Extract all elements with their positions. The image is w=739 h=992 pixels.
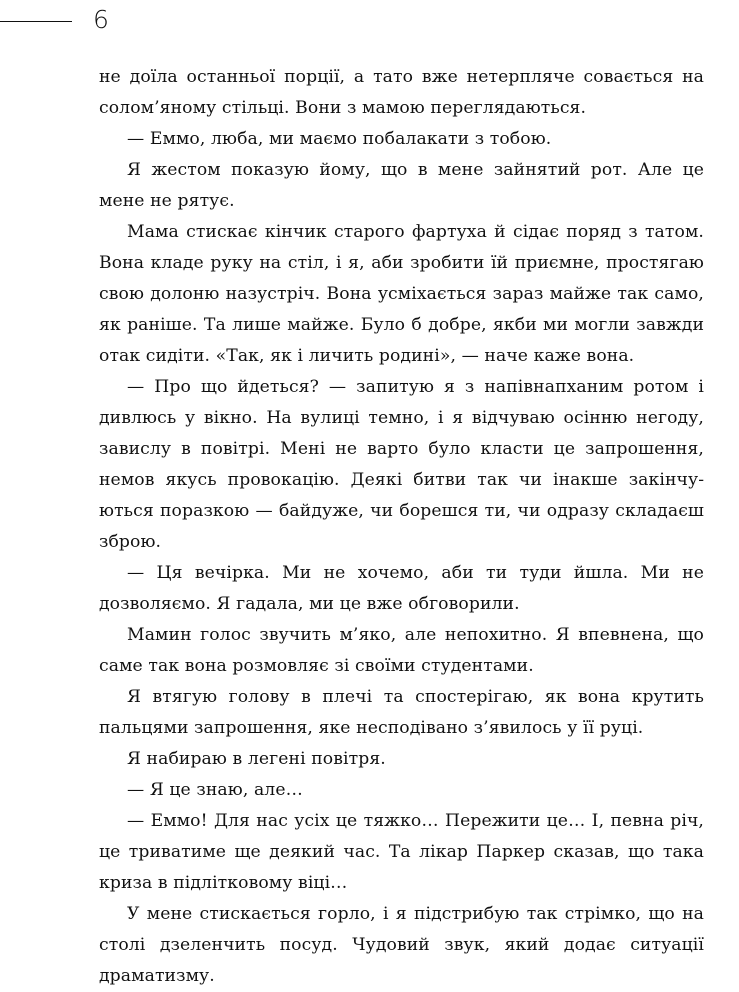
paragraph: — Про що йдеться? — запитую я з напівнапханим ротом і дивлюсь у вікно. На вулиці темно, і я відчуваю осінню негоду, завислу в повітрі. Мені не варто було класти це запрошення, немов якусь провокацію. Деякі битви так чи інакше закінчуються поразкою — байдуже, чи борешся ти, чи одразу складаєш зброю. (99, 377, 704, 552)
paragraph: не доїла останньої порції, а тато вже нетерпляче совається на солом’яному стільці. Вони з мамою переглядаються. (99, 67, 704, 118)
header-rule (0, 21, 72, 22)
paragraph: Я жестом показую йому, що в мене зайнятий рот. Але це мене не рятує. (99, 160, 704, 211)
paragraph: Я втягую голову в плечі та спостерігаю, як вона крутить пальцями запрошення, яке несподівано з’явилось у її руці. (99, 687, 704, 738)
paragraph: Мама стискає кінчик старого фартуха й сідає поряд з татом. Вона кладе руку на стіл, і я, аби зробити їй приємне, простягаю свою долоню назустріч. Вона усміхається зараз майже так само, як раніше. Та лише майже. Було б добре, якби ми могли завжди отак сидіти. «Так, як і личить родині», — наче каже вона. (99, 222, 704, 366)
paragraph: — Еммо! Для нас усіх це тяжко… Пережити це… І, певна річ, це триватиме ще деякий час. Та лікар Паркер сказав, що така криза в підлітковому віці… (99, 811, 704, 893)
paragraph: — Ця вечірка. Ми не хочемо, аби ти туди йшла. Ми не дозволяємо. Я гадала, ми це вже обговорили. (99, 563, 704, 614)
paragraph: Мамин голос звучить м’яко, але непохитно. Я впевнена, що саме так вона розмовляє зі своїми студентами. (99, 625, 704, 676)
paragraph: — Еммо, люба, ми маємо побалакати з тобою. (127, 129, 552, 149)
paragraph: Я набираю в легені повітря. (127, 749, 386, 769)
page-number: 6 (93, 5, 109, 34)
body-text (99, 62, 704, 992)
paragraph: У мене стискається горло, і я підстрибую так стрімко, що на столі дзеленчить посуд. Чудовий звук, який додає ситуації драматизму. (99, 904, 704, 986)
paragraph: — Я це знаю, але… (127, 780, 303, 800)
